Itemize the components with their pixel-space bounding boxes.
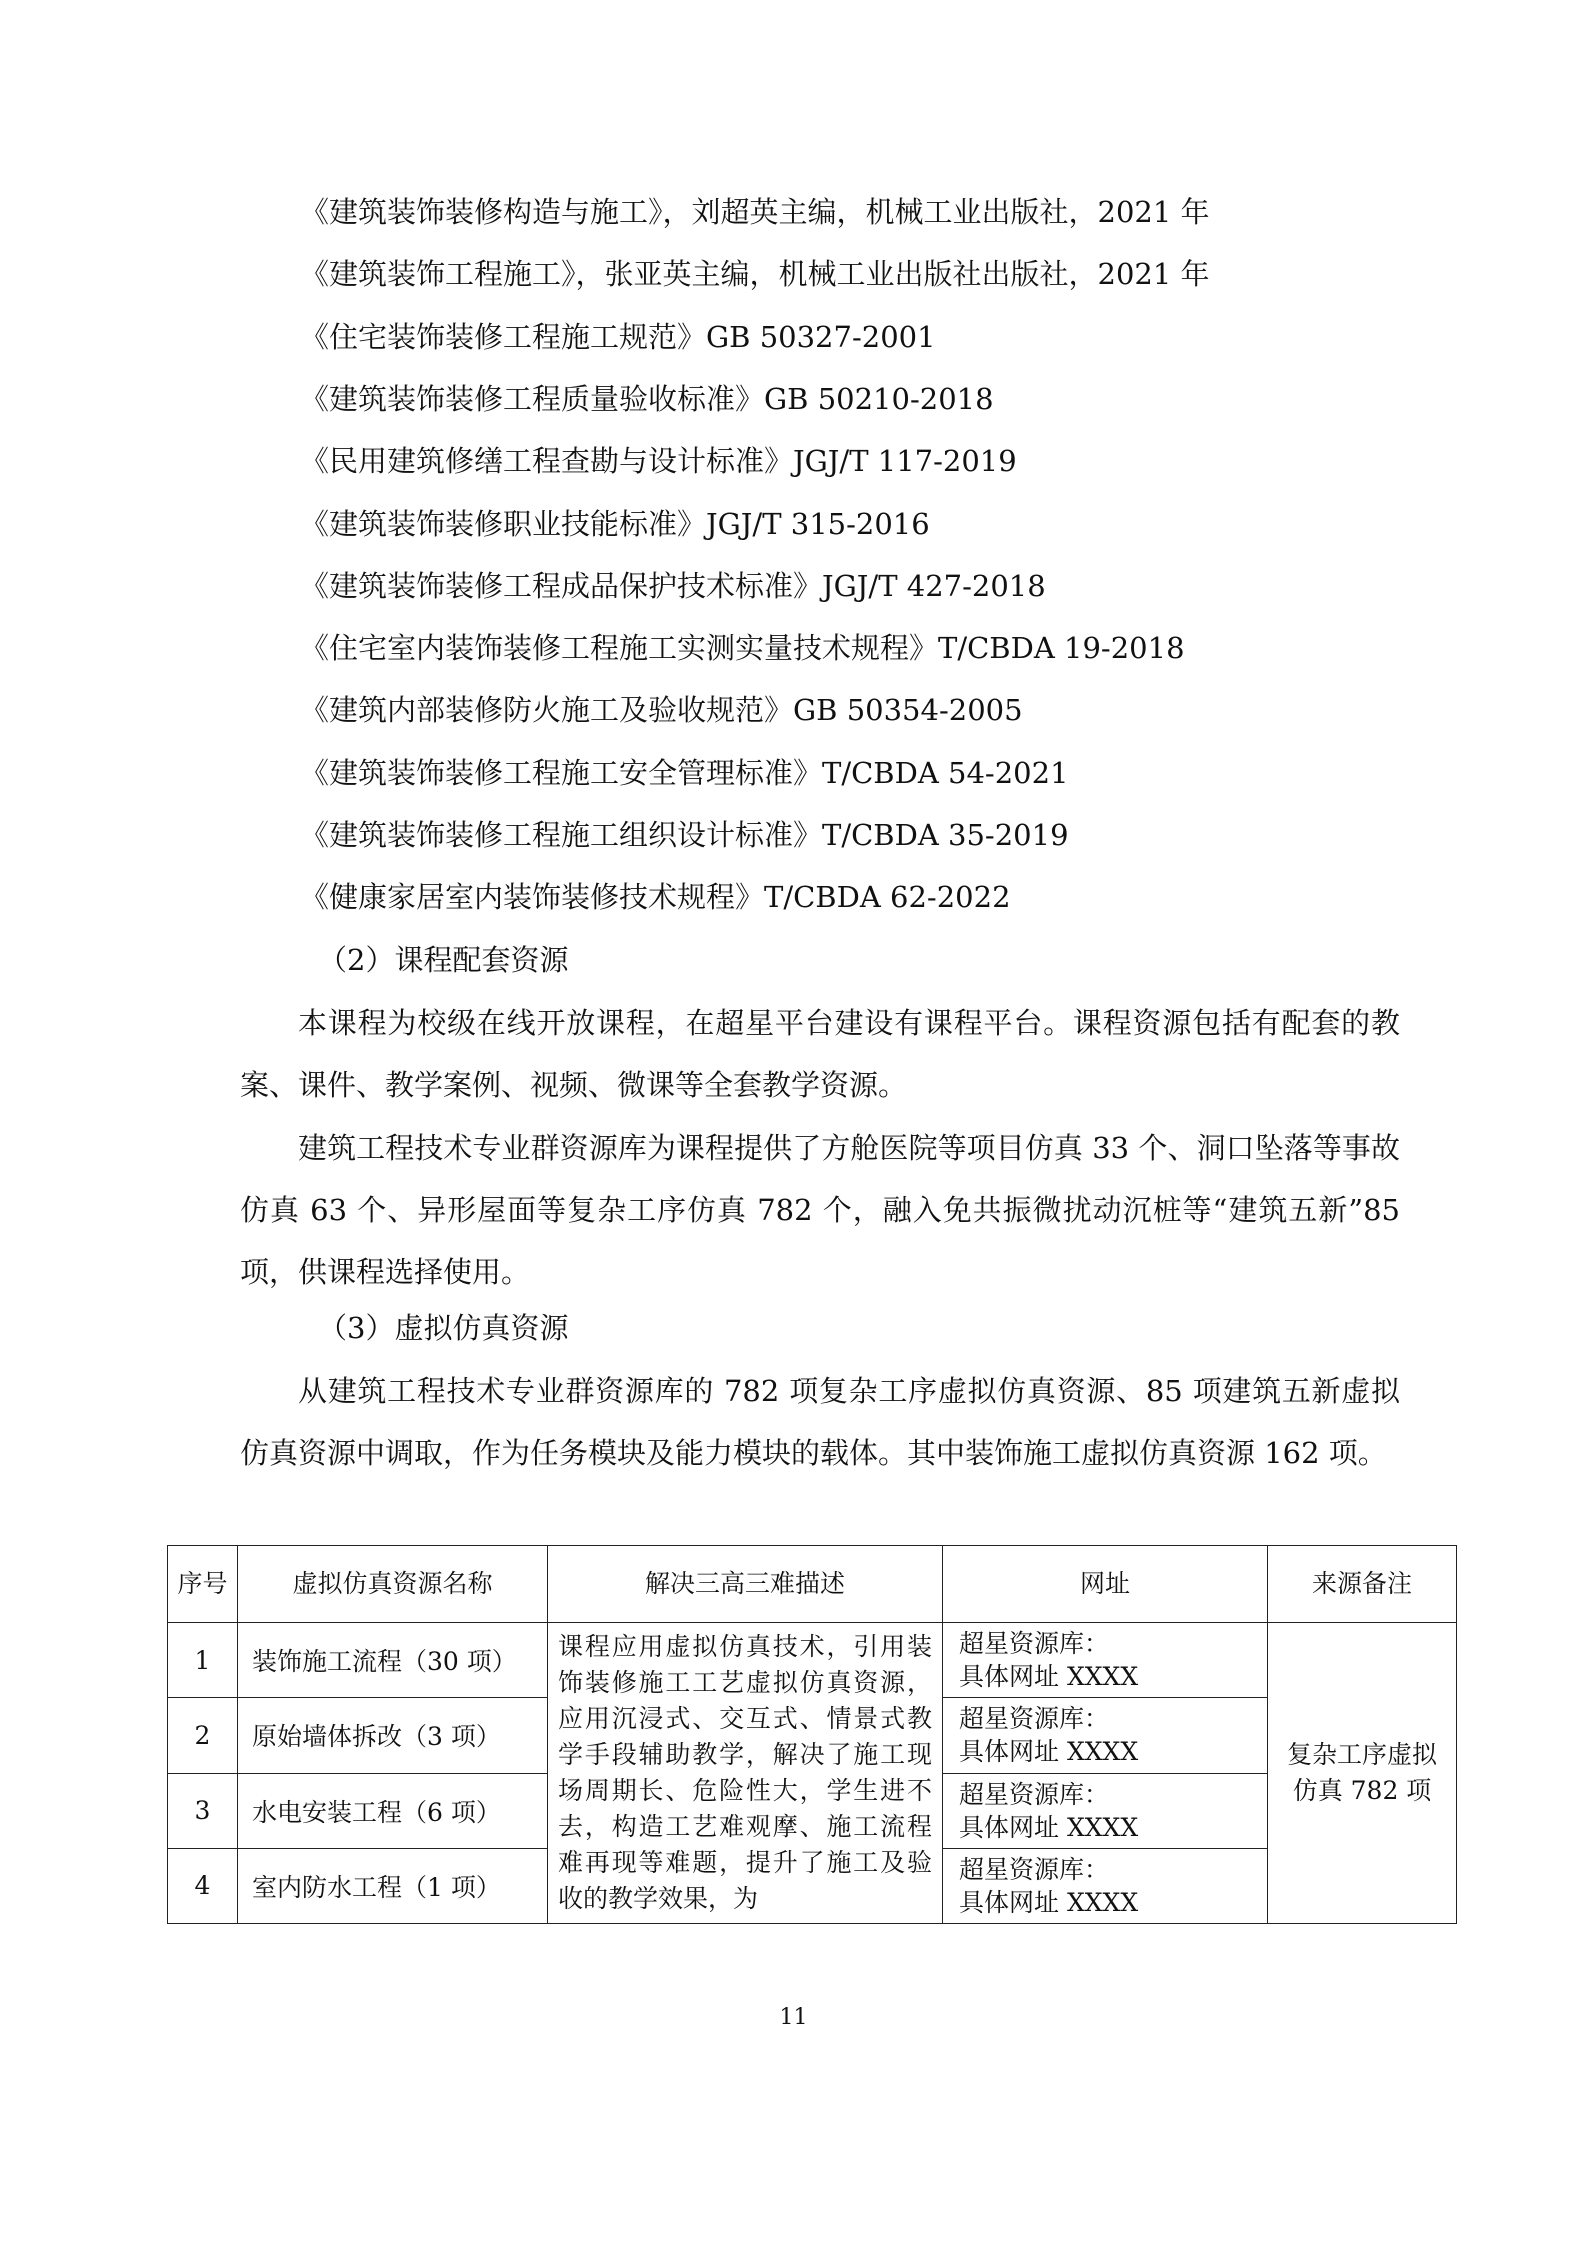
header-resource-name: 虚拟仿真资源名称 xyxy=(238,1546,548,1623)
resource-url xyxy=(943,1698,1268,1773)
resource-url xyxy=(943,1623,1268,1698)
reference-item: 《建筑装饰装修工程施工安全管理标准》T/CBDA 54-2021 xyxy=(300,756,1069,790)
url-link[interactable]: 具体网址 XXXX xyxy=(959,1812,1139,1842)
reference-item: 《住宅装饰装修工程施工规范》GB 50327-2001 xyxy=(300,320,936,354)
reference-item: 《建筑装饰装修职业技能标准》JGJ/T 315-2016 xyxy=(300,507,930,541)
resource-name: 装饰施工流程（30 项） xyxy=(238,1623,548,1698)
paragraph-virtual-simulation: 从建筑工程技术专业群资源库的 782 项复杂工序虚拟仿真资源、85 项建筑五新虚拟仿真资源中调取，作为任务模块及能力模块的载体。其中装饰施工虚拟仿真资源 162 项。 xyxy=(240,1374,1400,1470)
resource-url xyxy=(943,1773,1268,1848)
url-link[interactable]: 具体网址 XXXX xyxy=(959,1887,1139,1917)
resource-url xyxy=(943,1848,1268,1923)
virtual-simulation-table xyxy=(167,1545,1457,1924)
section-heading-course-resources: （2）课程配套资源 xyxy=(318,943,569,977)
page-number: 11 xyxy=(779,2005,808,2030)
reference-item: 《建筑装饰工程施工》，张亚英主编，机械工业出版社出版社，2021 年 xyxy=(300,257,1210,291)
url-label: 超星资源库： xyxy=(959,1704,1110,1734)
source-note: 复杂工序虚拟仿真 782 项 xyxy=(1268,1623,1457,1924)
section-heading-virtual-simulation: （3）虚拟仿真资源 xyxy=(318,1311,569,1345)
url-label: 超星资源库： xyxy=(959,1779,1110,1809)
table-row xyxy=(168,1623,1457,1698)
reference-item: 《建筑内部装修防火施工及验收规范》GB 50354-2005 xyxy=(300,693,1023,727)
url-label: 超星资源库： xyxy=(959,1854,1110,1884)
reference-item: 《建筑装饰装修工程成品保护技术标准》JGJ/T 427-2018 xyxy=(300,569,1046,603)
row-number: 3 xyxy=(168,1773,238,1848)
row-number: 4 xyxy=(168,1848,238,1923)
header-source: 来源备注 xyxy=(1268,1546,1457,1623)
paragraph-course-platform: 本课程为校级在线开放课程，在超星平台建设有课程平台。课程资源包括有配套的教案、课件、教学案例、视频、微课等全套教学资源。 xyxy=(240,1006,1400,1102)
header-description: 解决三高三难描述 xyxy=(548,1546,943,1623)
reference-item: 《建筑装饰装修工程质量验收标准》GB 50210-2018 xyxy=(300,382,994,416)
reference-item: 《建筑装饰装修工程施工组织设计标准》T/CBDA 35-2019 xyxy=(300,818,1069,852)
url-link[interactable]: 具体网址 XXXX xyxy=(959,1737,1139,1767)
resource-name: 原始墙体拆改（3 项） xyxy=(238,1698,548,1773)
header-number: 序号 xyxy=(168,1546,238,1623)
url-label: 超星资源库： xyxy=(959,1629,1110,1659)
reference-item: 《民用建筑修缮工程查勘与设计标准》JGJ/T 117-2019 xyxy=(300,444,1017,478)
url-link[interactable]: 具体网址 XXXX xyxy=(959,1662,1139,1692)
resource-name: 水电安装工程（6 项） xyxy=(238,1773,548,1848)
table-header-row xyxy=(168,1546,1457,1623)
row-number: 1 xyxy=(168,1623,238,1698)
resource-name: 室内防水工程（1 项） xyxy=(238,1848,548,1923)
reference-item: 《健康家居室内装饰装修技术规程》T/CBDA 62-2022 xyxy=(300,880,1011,914)
row-number: 2 xyxy=(168,1698,238,1773)
paragraph-resource-library: 建筑工程技术专业群资源库为课程提供了方舱医院等项目仿真 33 个、洞口坠落等事故仿真 63 个、异形屋面等复杂工序仿真 782 个，融入免共振微扰动沉桩等“建筑五新”85 项，供课程选择使用。 xyxy=(240,1131,1400,1289)
header-url: 网址 xyxy=(943,1546,1268,1623)
reference-item: 《建筑装饰装修构造与施工》，刘超英主编，机械工业出版社，2021 年 xyxy=(300,195,1210,229)
reference-item: 《住宅室内装饰装修工程施工实测实量技术规程》T/CBDA 19-2018 xyxy=(300,631,1185,665)
resource-description: 课程应用虚拟仿真技术，引用装饰装修施工工艺虚拟仿真资源，应用沉浸式、交互式、情景式教学手段辅助教学，解决了施工现场周期长、危险性大，学生进不去，构造工艺难观摩、施工流程难再现等难题，提升了施工及验收的教学效果，为 xyxy=(548,1623,943,1924)
